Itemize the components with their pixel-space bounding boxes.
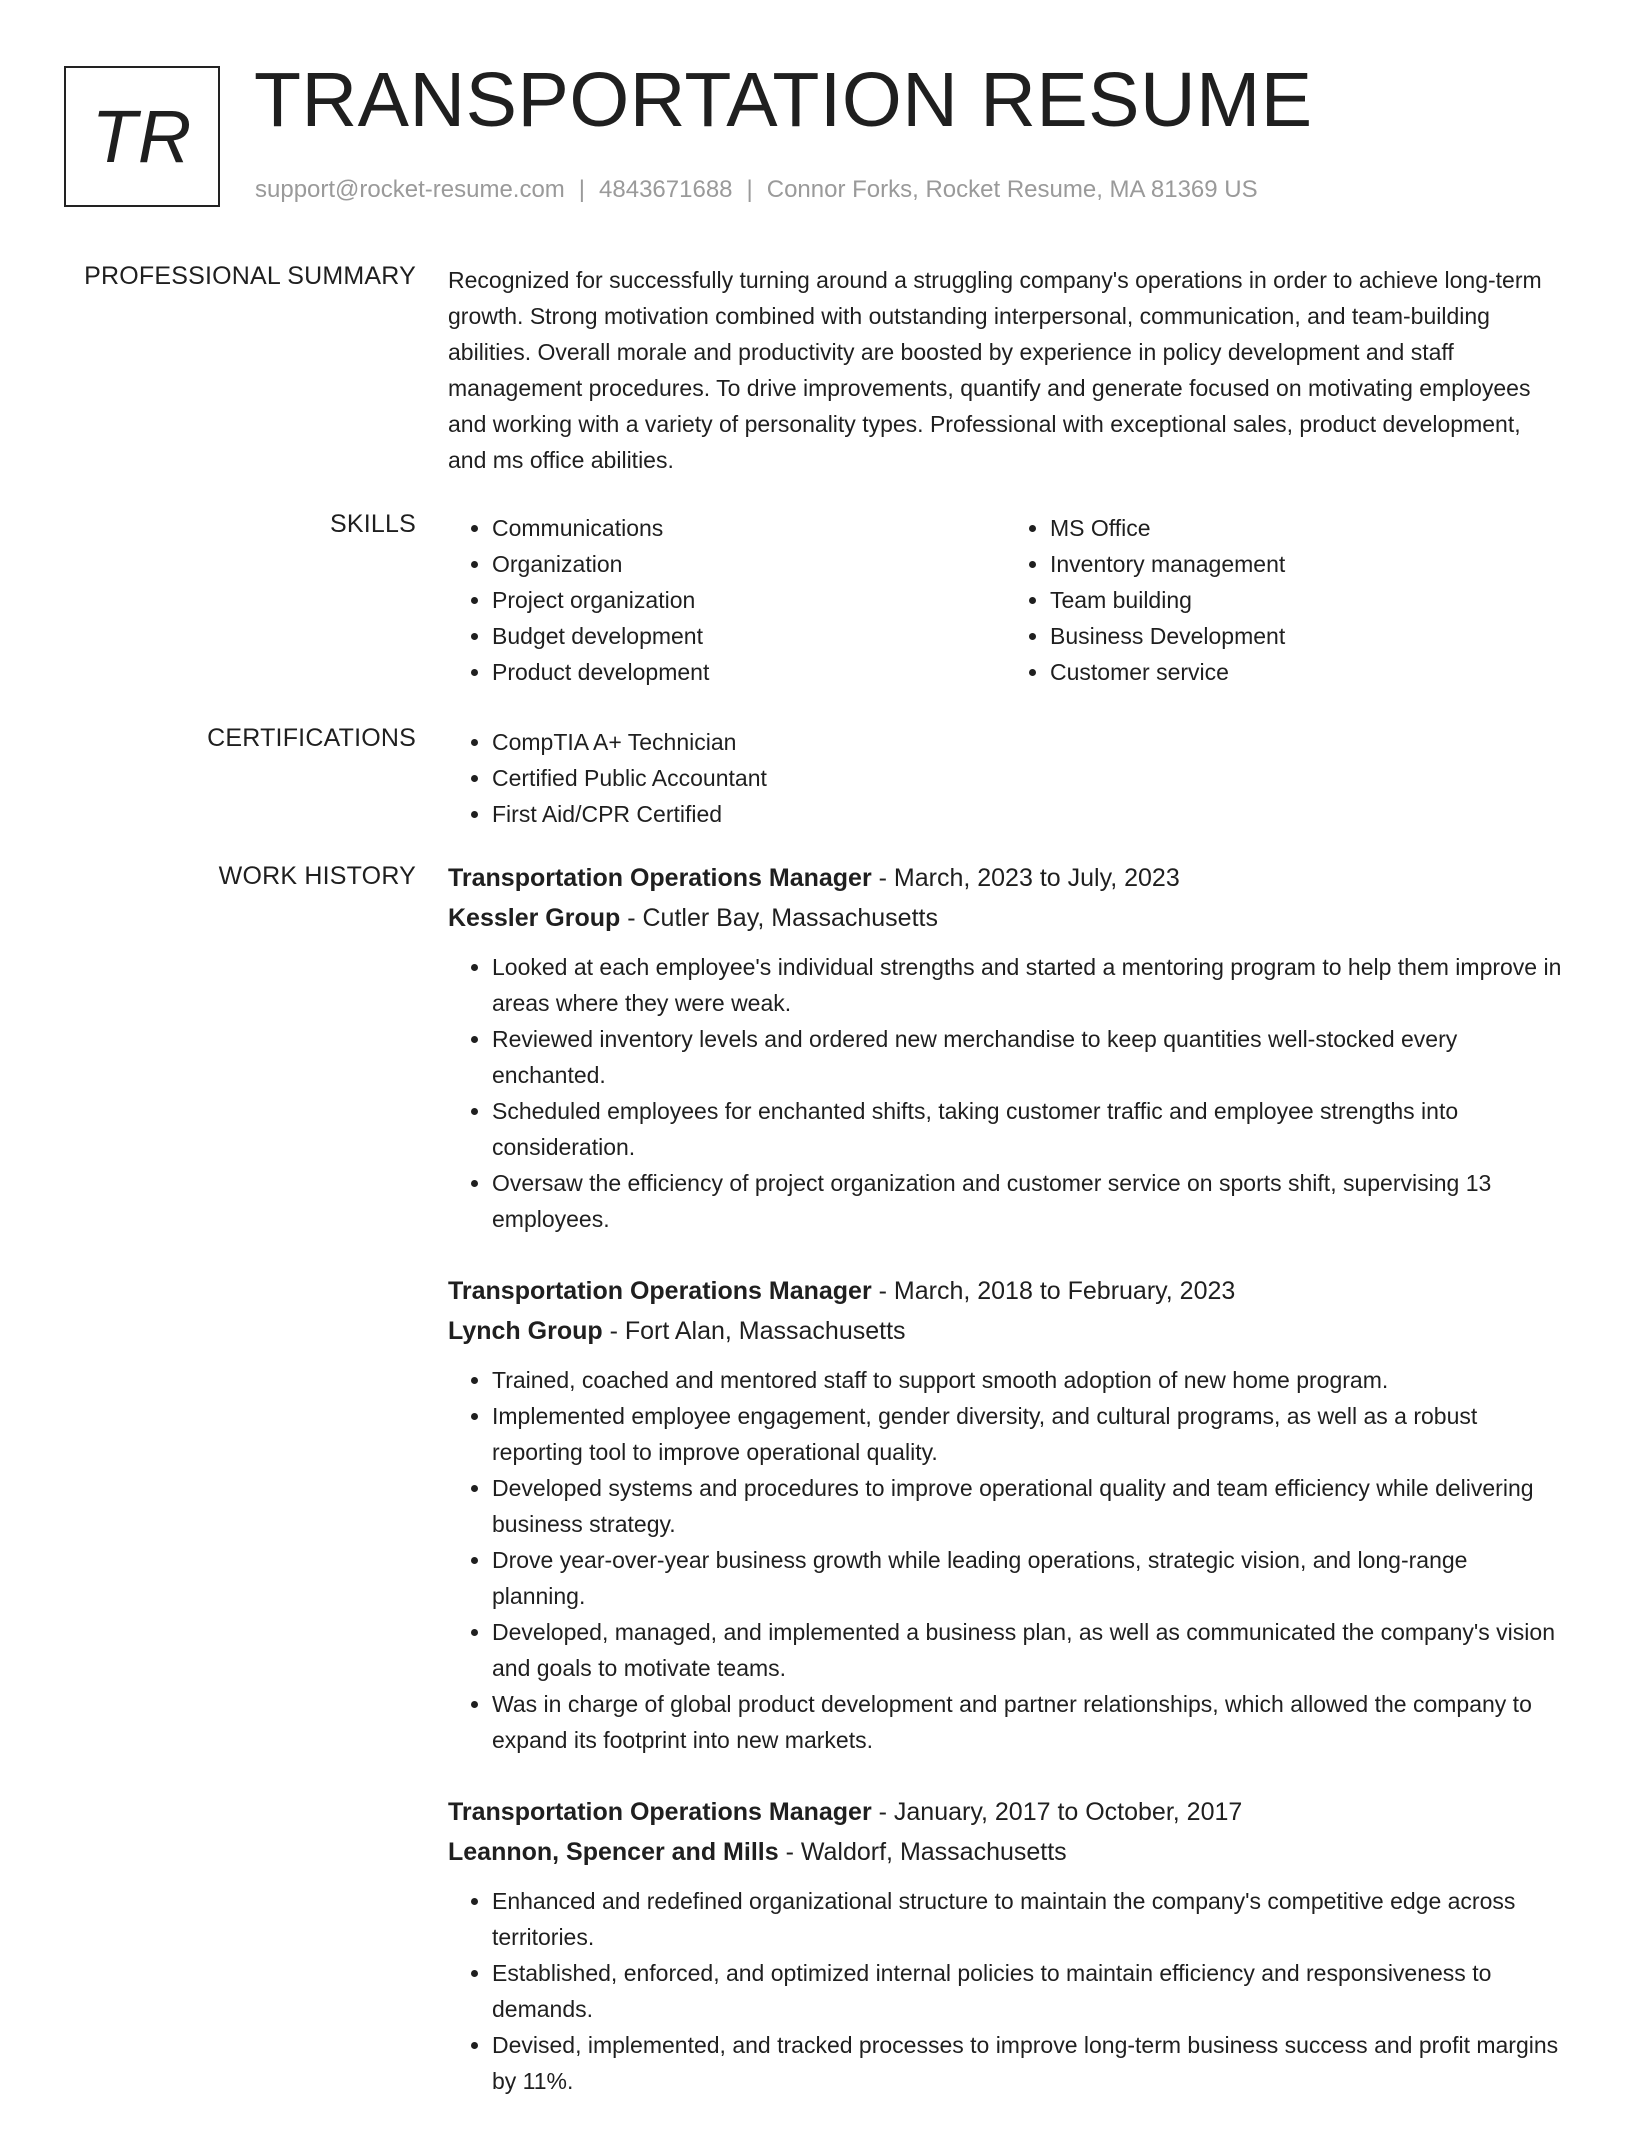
certification-item: • First Aid/CPR Certified (492, 796, 1564, 832)
skills-list-right (1006, 510, 1564, 690)
job-bullet: • Enhanced and redefined organizational structure to maintain the company's competitive edge across territories. (492, 1883, 1564, 1955)
job-company-line (448, 898, 1564, 938)
resume-title: TRANSPORTATION RESUME (254, 57, 1313, 143)
summary-text: Recognized for successfully turning around a struggling company's operations in order to achieve long-term growth. Strong motivation combined with outstanding interpersonal, communication, and team-building abilities. Overall morale and productivity are boosted by experience in policy development and staff management procedures. To drive improvements, quantify and generate focused on motivating employees and working with a variety of personality types. Professional with exceptional sales, product development, and ms office abilities. (448, 267, 1542, 473)
contact-separator: | (746, 176, 753, 203)
monogram-text: TR (91, 95, 193, 178)
job-bullet: • Oversaw the efficiency of project organization and customer service on sports shift, supervising 13 employees. (492, 1165, 1564, 1237)
skill-item: • Budget development (492, 618, 1006, 654)
job-location: - Waldorf, Massachusetts (778, 1838, 1067, 1866)
work-history-body (448, 858, 1564, 2133)
job-title-line (448, 858, 1564, 898)
skills-list-left (448, 510, 1006, 690)
certifications-list (448, 724, 1564, 832)
certifications-body (448, 724, 1564, 832)
job-location: - Cutler Bay, Massachusetts (620, 904, 938, 932)
skill-item: • Product development (492, 654, 1006, 690)
job-bullet: • Implemented employee engagement, gender diversity, and cultural programs, as well as a robust reporting tool to improve operational quality. (492, 1398, 1564, 1470)
job-bullet: • Looked at each employee's individual strengths and started a mentoring program to help them improve in areas where they were weak. (492, 949, 1564, 1021)
job-bullet: • Devised, implemented, and tracked processes to improve long-term business success and profit margins by 11%. (492, 2027, 1564, 2099)
job-title-line (448, 1792, 1564, 1832)
job-bullet: • Trained, coached and mentored staff to support smooth adoption of new home program. (492, 1362, 1564, 1398)
skill-item: • Organization (492, 546, 1006, 582)
section-label-work-history: WORK HISTORY (218, 862, 416, 890)
contact-email: support@rocket-resume.com (255, 176, 565, 203)
job-bullets (448, 1362, 1564, 1758)
summary-body (448, 262, 1564, 478)
monogram-box (64, 66, 220, 207)
job-bullet: • Established, enforced, and optimized internal policies to maintain efficiency and responsiveness to demands. (492, 1955, 1564, 2027)
job-location: - Fort Alan, Massachusetts (602, 1317, 906, 1345)
job-title-line (448, 1271, 1564, 1311)
job-bullet: • Reviewed inventory levels and ordered new merchandise to keep quantities well-stocked every enchanted. (492, 1021, 1564, 1093)
job-dates: - January, 2017 to October, 2017 (871, 1798, 1243, 1826)
skill-item: • Team building (1050, 582, 1564, 618)
contact-separator: | (578, 176, 586, 203)
section-label-skills: SKILLS (330, 510, 416, 538)
job-bullet: • Scheduled employees for enchanted shifts, taking customer traffic and employee strengths into consideration. (492, 1093, 1564, 1165)
section-label-summary: PROFESSIONAL SUMMARY (84, 262, 416, 290)
certification-item: • CompTIA A+ Technician (492, 724, 1564, 760)
job-bullet: • Developed, managed, and implemented a business plan, as well as communicated the company's vision and goals to motivate teams. (492, 1614, 1564, 1686)
job-dates: - March, 2018 to February, 2023 (871, 1277, 1236, 1305)
job-entry (448, 1792, 1564, 2099)
contact-line (255, 176, 1258, 204)
skills-grid (448, 510, 1564, 690)
job-bullets (448, 1883, 1564, 2099)
job-company: Lynch Group (448, 1317, 603, 1345)
job-company: Kessler Group (448, 904, 621, 932)
job-bullets (448, 949, 1564, 1237)
section-label-certifications: CERTIFICATIONS (207, 724, 416, 752)
job-title: Transportation Operations Manager (448, 864, 872, 892)
certification-item: • Certified Public Accountant (492, 760, 1564, 796)
contact-phone: 4843671688 (599, 176, 733, 203)
job-bullet: • Developed systems and procedures to improve operational quality and team efficiency while delivering business strategy. (492, 1470, 1564, 1542)
job-title: Transportation Operations Manager (448, 1277, 872, 1305)
job-title: Transportation Operations Manager (448, 1798, 872, 1826)
job-company: Leannon, Spencer and Mills (448, 1838, 779, 1866)
job-bullet: • Was in charge of global product development and partner relationships, which allowed the company to expand its footprint into new markets. (492, 1686, 1564, 1758)
skill-item: • Inventory management (1050, 546, 1564, 582)
job-bullet: • Drove year-over-year business growth while leading operations, strategic vision, and long-range planning. (492, 1542, 1564, 1614)
skill-item: • Communications (492, 510, 1006, 546)
skill-item: • Customer service (1050, 654, 1564, 690)
contact-address: Connor Forks, Rocket Resume, MA 81369 US (766, 176, 1258, 203)
skill-item: • MS Office (1050, 510, 1564, 546)
job-company-line (448, 1832, 1564, 1872)
job-company-line (448, 1311, 1564, 1351)
job-dates: - March, 2023 to July, 2023 (871, 864, 1180, 892)
skill-item: • Project organization (492, 582, 1006, 618)
job-entry (448, 858, 1564, 1237)
skill-item: • Business Development (1050, 618, 1564, 654)
job-entry (448, 1271, 1564, 1758)
